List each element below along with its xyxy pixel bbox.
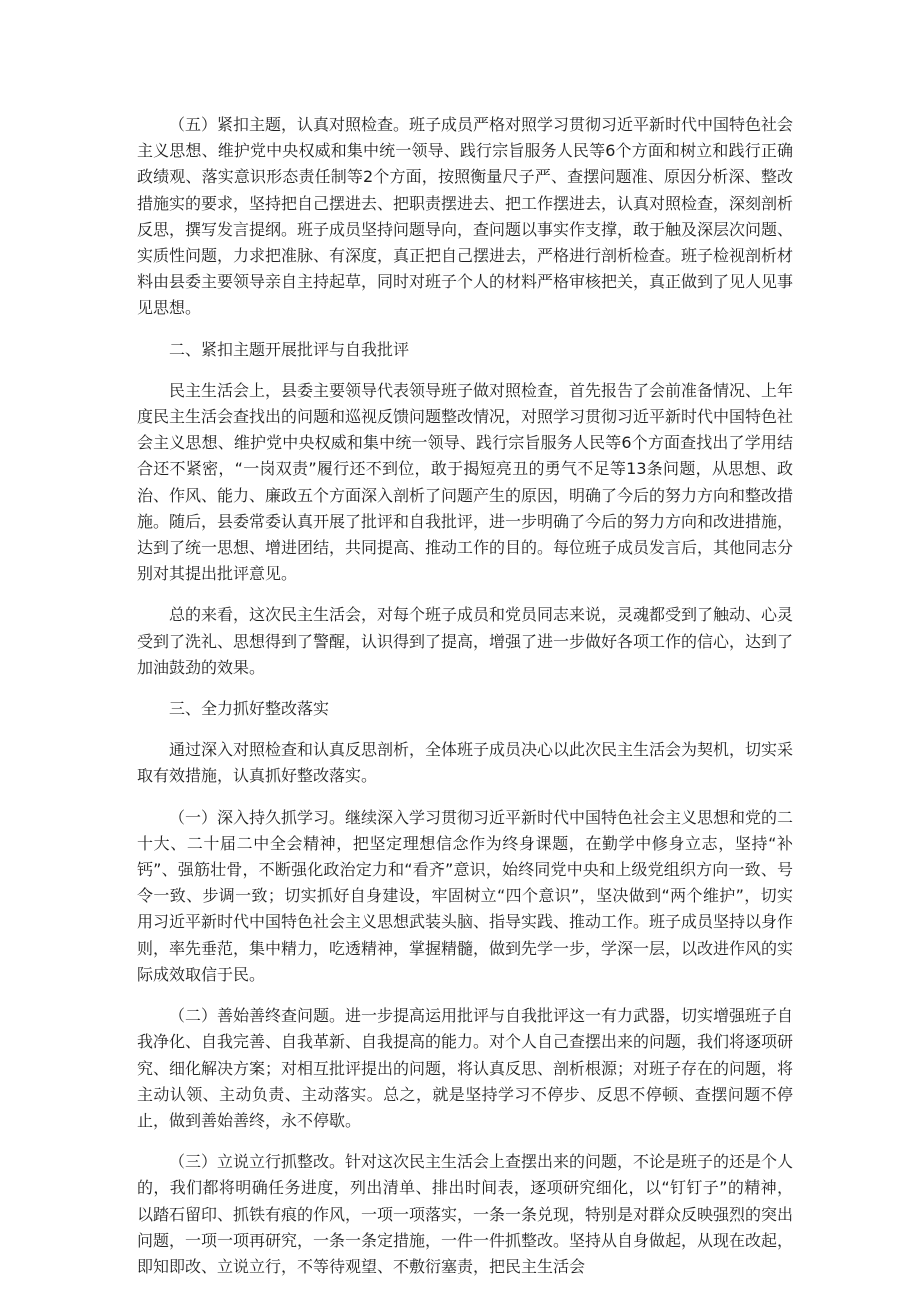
- paragraph-study-one: （一）深入持久抓学习。继续深入学习贯彻习近平新时代中国特色社会主义思想和党的二十大、二十届二中全会精神，把坚定理想信念作为终身课题，在勤学中修身立志，坚持“补钙”、强筋壮骨，不断强化政治定力和“看齐”意识，始终同党中央和上级党组织方向一致、号令一致、步调一致；切实抓好自身建设，牢固树立“四个意识”，坚决做到“两个维护”，切实用习近平新时代中国特色社会主义思想武装头脑、指导实践、推动工作。班子成员坚持以身作则，率先垂范，集中精力，吃透精神，掌握精髓，做到先学一步，学深一层，以改进作风的实际成效取信于民。: [137, 807, 794, 984]
- paragraph-meeting-report: 民主生活会上，县委主要领导代表领导班子做对照检查，首先报告了会前准备情况、上年度民主生活会查找出的问题和巡视反馈问题整改情况，对照学习贯彻习近平新时代中国特色社会主义思想、维护党中央权威和集中统一领导、践行宗旨服务人民等6个方面查找出了学用结合还不紧密，“一岗双责”履行还不到位，敢于揭短亮丑的勇气不足等13条问题，从思想、政治、作风、能力、廉政五个方面深入剖析了问题产生的原因，明确了今后的努力方向和整改措施。随后，县委常委认真开展了批评和自我批评，进一步明确了今后的努力方向和改进措施，达到了统一思想、增进团结，共同提高、推动工作的目的。每位班子成员发言后，其他同志分别对其提出批评意见。: [137, 380, 794, 584]
- paragraph-summary: 总的来看，这次民主生活会，对每个班子成员和党员同志来说，灵魂都受到了触动、心灵受到了洗礼、思想得到了警醒，认识得到了提高，增强了进一步做好各项工作的信心，达到了加油鼓劲的效果。: [137, 605, 794, 677]
- document-body: [137, 112, 793, 1292]
- section-heading-criticism: 二、紧扣主题开展批评与自我批评: [169, 339, 410, 359]
- paragraph-problems-two: （二）善始善终查问题。进一步提高运用批评与自我批评这一有力武器，切实增强班子自我净化、自我完善、自我革新、自我提高的能力。对个人自己查摆出来的问题，我们将逐项研究、细化解决方案；对相互批评提出的问题，将认真反思、剖析根源；对班子存在的问题，将主动认领、主动负责、主动落实。总之，就是坚持学习不停步、反思不停顿、查摆问题不停止，做到善始善终，永不停歇。: [137, 1006, 794, 1130]
- paragraph-action-three: （三）立说立行抓整改。针对这次民主生活会上查摆出来的问题，不论是班子的还是个人的，我们都将明确任务进度，列出清单、排出时间表，逐项研究细化，以“钉钉子”的精神，以踏石留印、抓铁有痕的作风，一项一项落实，一条一条兑现，特别是对群众反映强烈的突出问题，一项一项再研究，一条一条定措施，一件一件抓整改。坚持从自身做起，从现在改起，即知即改、立说立行，不等待观望、不敷衍塞责，把民主生活会: [137, 1152, 794, 1276]
- section-heading-rectification: 三、全力抓好整改落实: [169, 699, 330, 719]
- paragraph-rectification-intro: 通过深入对照检查和认真反思剖析，全体班子成员决心以此次民主生活会为契机，切实采取有效措施，认真抓好整改落实。: [137, 740, 794, 786]
- paragraph-inspection-five: （五）紧扣主题，认真对照检查。班子成员严格对照学习贯彻习近平新时代中国特色社会主义思想、维护党中央权威和集中统一领导、践行宗旨服务人民等6个方面和树立和践行正确政绩观、落实意识形态责任制等2个方面，按照衡量尺子严、查摆问题准、原因分析深、整改措施实的要求，坚持把自己摆进去、把职责摆进去、把工作摆进去，认真对照检查，深刻剖析反思，撰写发言提纲。班子成员坚持问题导向，查问题以事实作支撑，敢于触及深层次问题、实质性问题，力求把准脉、有深度，真正把自己摆进去，严格进行剖析检查。班子检视剖析材料由县委主要领导亲自主持起草，同时对班子个人的材料严格审核把关，真正做到了见人见事见思想。: [137, 115, 794, 318]
